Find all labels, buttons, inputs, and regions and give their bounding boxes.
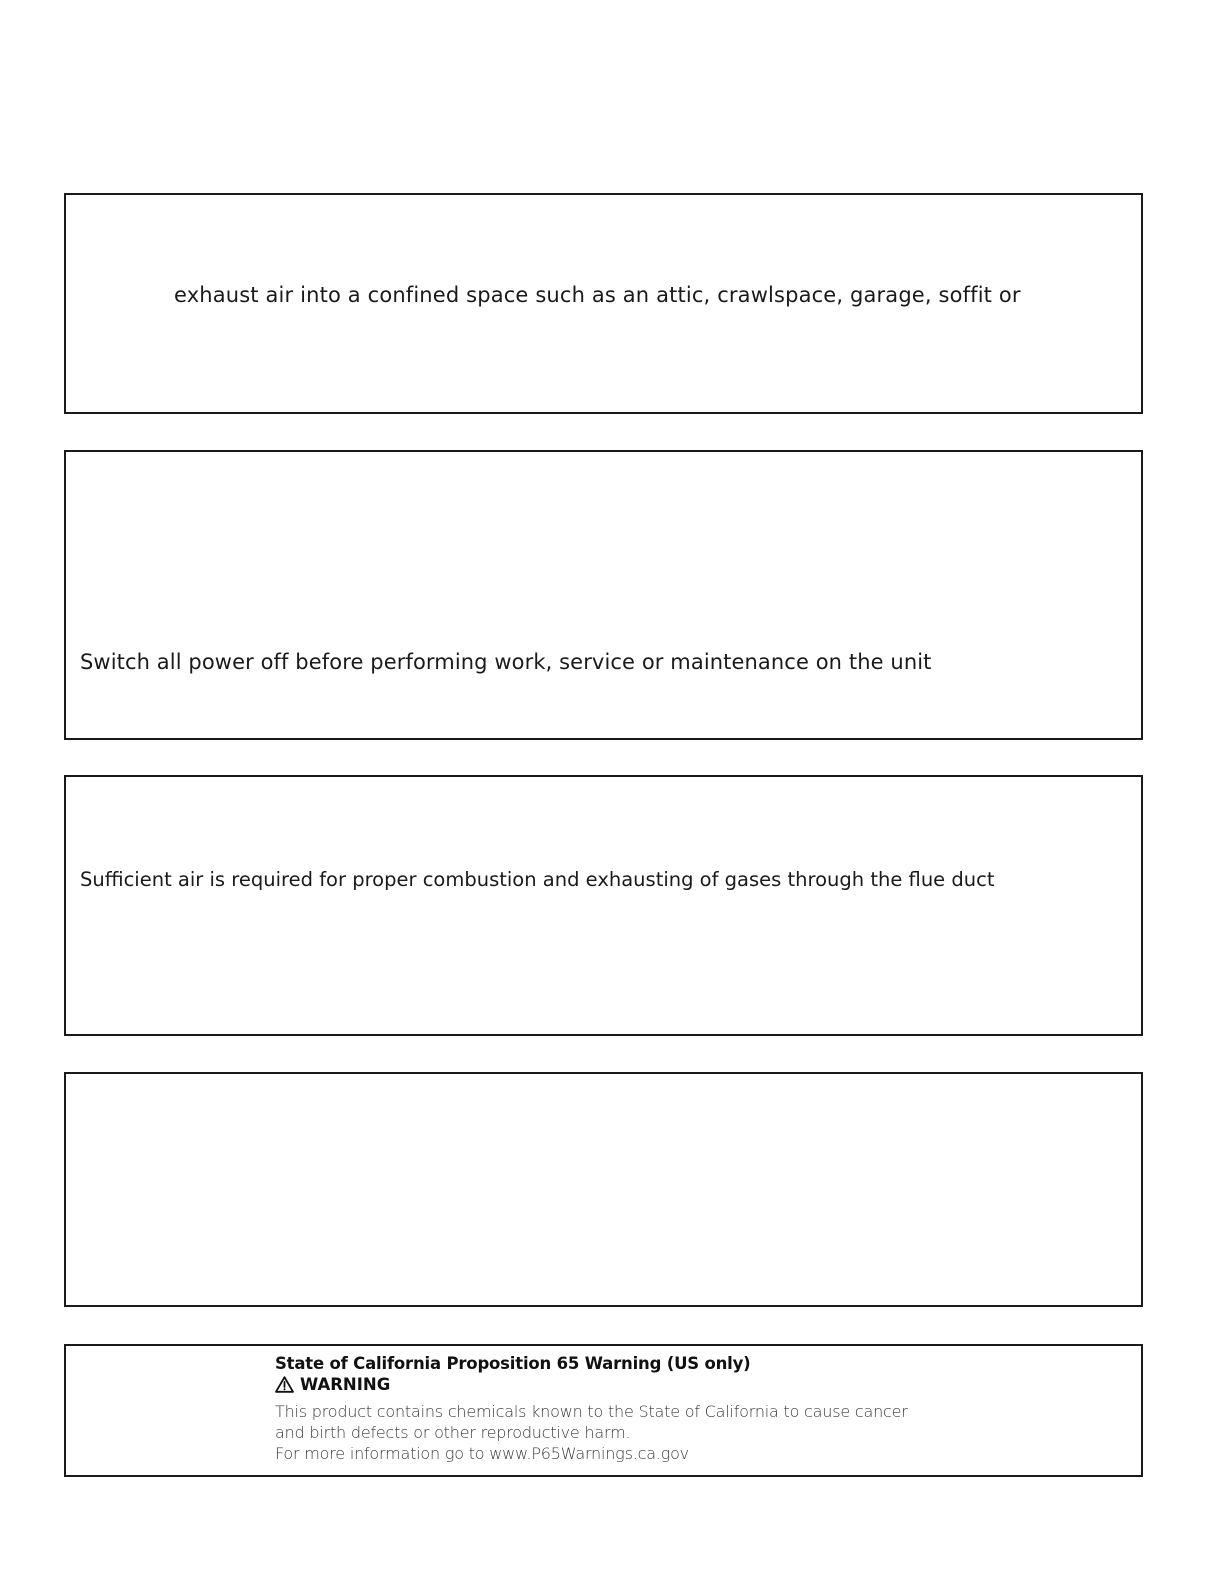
- prop65-warning-heading: [275, 1374, 975, 1395]
- prop65-body-line-1: This product contains chemicals known to the State of California to cause cancer: [275, 1402, 908, 1421]
- notice-box-2: [64, 450, 1143, 740]
- prop65-body-line-2: and birth defects or other reproductive harm.: [275, 1423, 631, 1442]
- prop65-warning-box: [64, 1344, 1143, 1477]
- notice-text-3: Sufficient air is required for proper combustion and exhausting of gases through the flue duct: [80, 868, 995, 891]
- notice-box-3: [64, 775, 1143, 1036]
- prop65-warning-label: WARNING: [300, 1375, 391, 1394]
- notice-text-1: exhaust air into a confined space such as an attic, crawlspace, garage, soffit or: [174, 283, 1021, 307]
- notice-text-2: Switch all power off before performing work, service or maintenance on the unit: [80, 650, 932, 674]
- prop65-content: [275, 1354, 975, 1464]
- prop65-body-line-3: For more information go to www.P65Warnings.ca.gov: [275, 1444, 689, 1463]
- notice-box-4: [64, 1072, 1143, 1307]
- prop65-body: [275, 1401, 975, 1464]
- notice-box-1: [64, 193, 1143, 414]
- prop65-title: State of California Proposition 65 Warning (US only): [275, 1354, 751, 1373]
- warning-triangle-icon: [275, 1376, 294, 1393]
